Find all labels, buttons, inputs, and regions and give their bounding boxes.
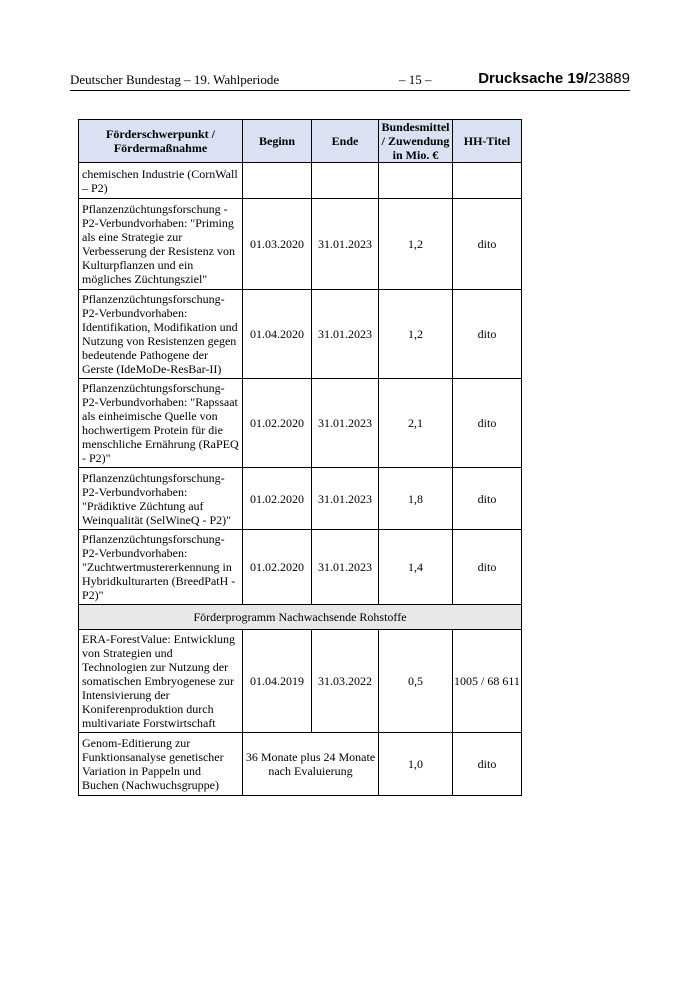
cell-measure: chemischen Industrie (CornWall – P2) bbox=[79, 163, 243, 199]
column-header-end: Ende bbox=[312, 120, 379, 163]
cell-duration: 36 Monate plus 24 Monate nach Evaluierung bbox=[243, 733, 379, 796]
column-header-title: HH-Titel bbox=[453, 120, 522, 163]
cell-title: dito bbox=[453, 199, 522, 290]
page-number: – 15 – bbox=[399, 72, 432, 87]
table-row bbox=[79, 468, 522, 530]
cell-amount: 1,0 bbox=[379, 733, 453, 796]
document-number bbox=[478, 70, 630, 87]
table-row bbox=[79, 199, 522, 290]
cell-measure: Pflanzenzüchtungsforschung-P2-Verbundvorhaben: Identifikation, Modifikation und Nutzung von Resistenzen gegen bedeutende Pathogene der Gerste (IdeMoDe-ResBar-II) bbox=[79, 290, 243, 379]
page-header bbox=[70, 70, 630, 91]
cell-measure: Genom-Editierung zur Funktionsanalyse genetischer Variation in Pappeln und Buchen (Nachwuchsgruppe) bbox=[79, 733, 243, 796]
cell-amount bbox=[379, 163, 453, 199]
table-row bbox=[79, 290, 522, 379]
column-header-measure: Förderschwerpunkt / Fördermaßnahme bbox=[79, 120, 243, 163]
document-number-value: 23889 bbox=[588, 70, 630, 87]
table-row bbox=[79, 379, 522, 468]
cell-begin: 01.03.2020 bbox=[243, 199, 312, 290]
cell-title: dito bbox=[453, 468, 522, 530]
cell-end: 31.01.2023 bbox=[312, 199, 379, 290]
table-row bbox=[79, 630, 522, 733]
cell-measure: Pflanzenzüchtungsforschung - P2-Verbundvorhaben: "Priming als eine Strategie zur Verbesserung der Resistenz von Kulturpflanzen und ein mögliches Züchtungsziel" bbox=[79, 199, 243, 290]
table-row bbox=[79, 163, 522, 199]
column-header-begin: Beginn bbox=[243, 120, 312, 163]
cell-amount: 1,2 bbox=[379, 290, 453, 379]
cell-title: dito bbox=[453, 530, 522, 605]
cell-begin bbox=[243, 163, 312, 199]
cell-measure: ERA-ForestValue: Entwicklung von Strategien und Technologien zur Nutzung der somatischen Embryogenese zur Intensivierung der Koniferenproduktion durch multivariate Forstwirtschaft bbox=[79, 630, 243, 733]
cell-end: 31.01.2023 bbox=[312, 290, 379, 379]
table-row bbox=[79, 530, 522, 605]
cell-begin: 01.04.2019 bbox=[243, 630, 312, 733]
table-header-row bbox=[79, 120, 522, 163]
cell-end: 31.03.2022 bbox=[312, 630, 379, 733]
document-number-prefix: Drucksache 19/ bbox=[478, 70, 589, 87]
cell-amount: 2,1 bbox=[379, 379, 453, 468]
funding-table bbox=[78, 119, 522, 796]
cell-begin: 01.02.2020 bbox=[243, 530, 312, 605]
table-row bbox=[79, 733, 522, 796]
cell-end: 31.01.2023 bbox=[312, 468, 379, 530]
cell-measure: Pflanzenzüchtungsforschung-P2-Verbundvorhaben: "Zuchtwertmustererkennung in Hybridkulturarten (BreedPatH - P2)" bbox=[79, 530, 243, 605]
cell-end: 31.01.2023 bbox=[312, 530, 379, 605]
cell-begin: 01.02.2020 bbox=[243, 468, 312, 530]
cell-end: 31.01.2023 bbox=[312, 379, 379, 468]
section-row bbox=[79, 605, 522, 630]
cell-measure: Pflanzenzüchtungsforschung-P2-Verbundvorhaben: "Prädiktive Züchtung auf Weinqualität (SelWineQ - P2)" bbox=[79, 468, 243, 530]
column-header-amount: Bundesmittel / Zuwendung in Mio. € bbox=[379, 120, 453, 163]
cell-title: dito bbox=[453, 379, 522, 468]
header-parliament: Deutscher Bundestag – 19. Wahlperiode bbox=[70, 72, 280, 87]
cell-title: dito bbox=[453, 290, 522, 379]
cell-begin: 01.02.2020 bbox=[243, 379, 312, 468]
cell-amount: 1,2 bbox=[379, 199, 453, 290]
cell-amount: 0,5 bbox=[379, 630, 453, 733]
cell-end bbox=[312, 163, 379, 199]
cell-title: 1005 / 68 611 bbox=[453, 630, 522, 733]
cell-title bbox=[453, 163, 522, 199]
section-heading: Förderprogramm Nachwachsende Rohstoffe bbox=[79, 605, 522, 630]
cell-measure: Pflanzenzüchtungsforschung-P2-Verbundvorhaben: "Rapssaat als einheimische Quelle von hochwertigem Protein für die menschliche Ernährung (RaPEQ - P2)" bbox=[79, 379, 243, 468]
cell-title: dito bbox=[453, 733, 522, 796]
cell-amount: 1,4 bbox=[379, 530, 453, 605]
cell-amount: 1,8 bbox=[379, 468, 453, 530]
cell-begin: 01.04.2020 bbox=[243, 290, 312, 379]
